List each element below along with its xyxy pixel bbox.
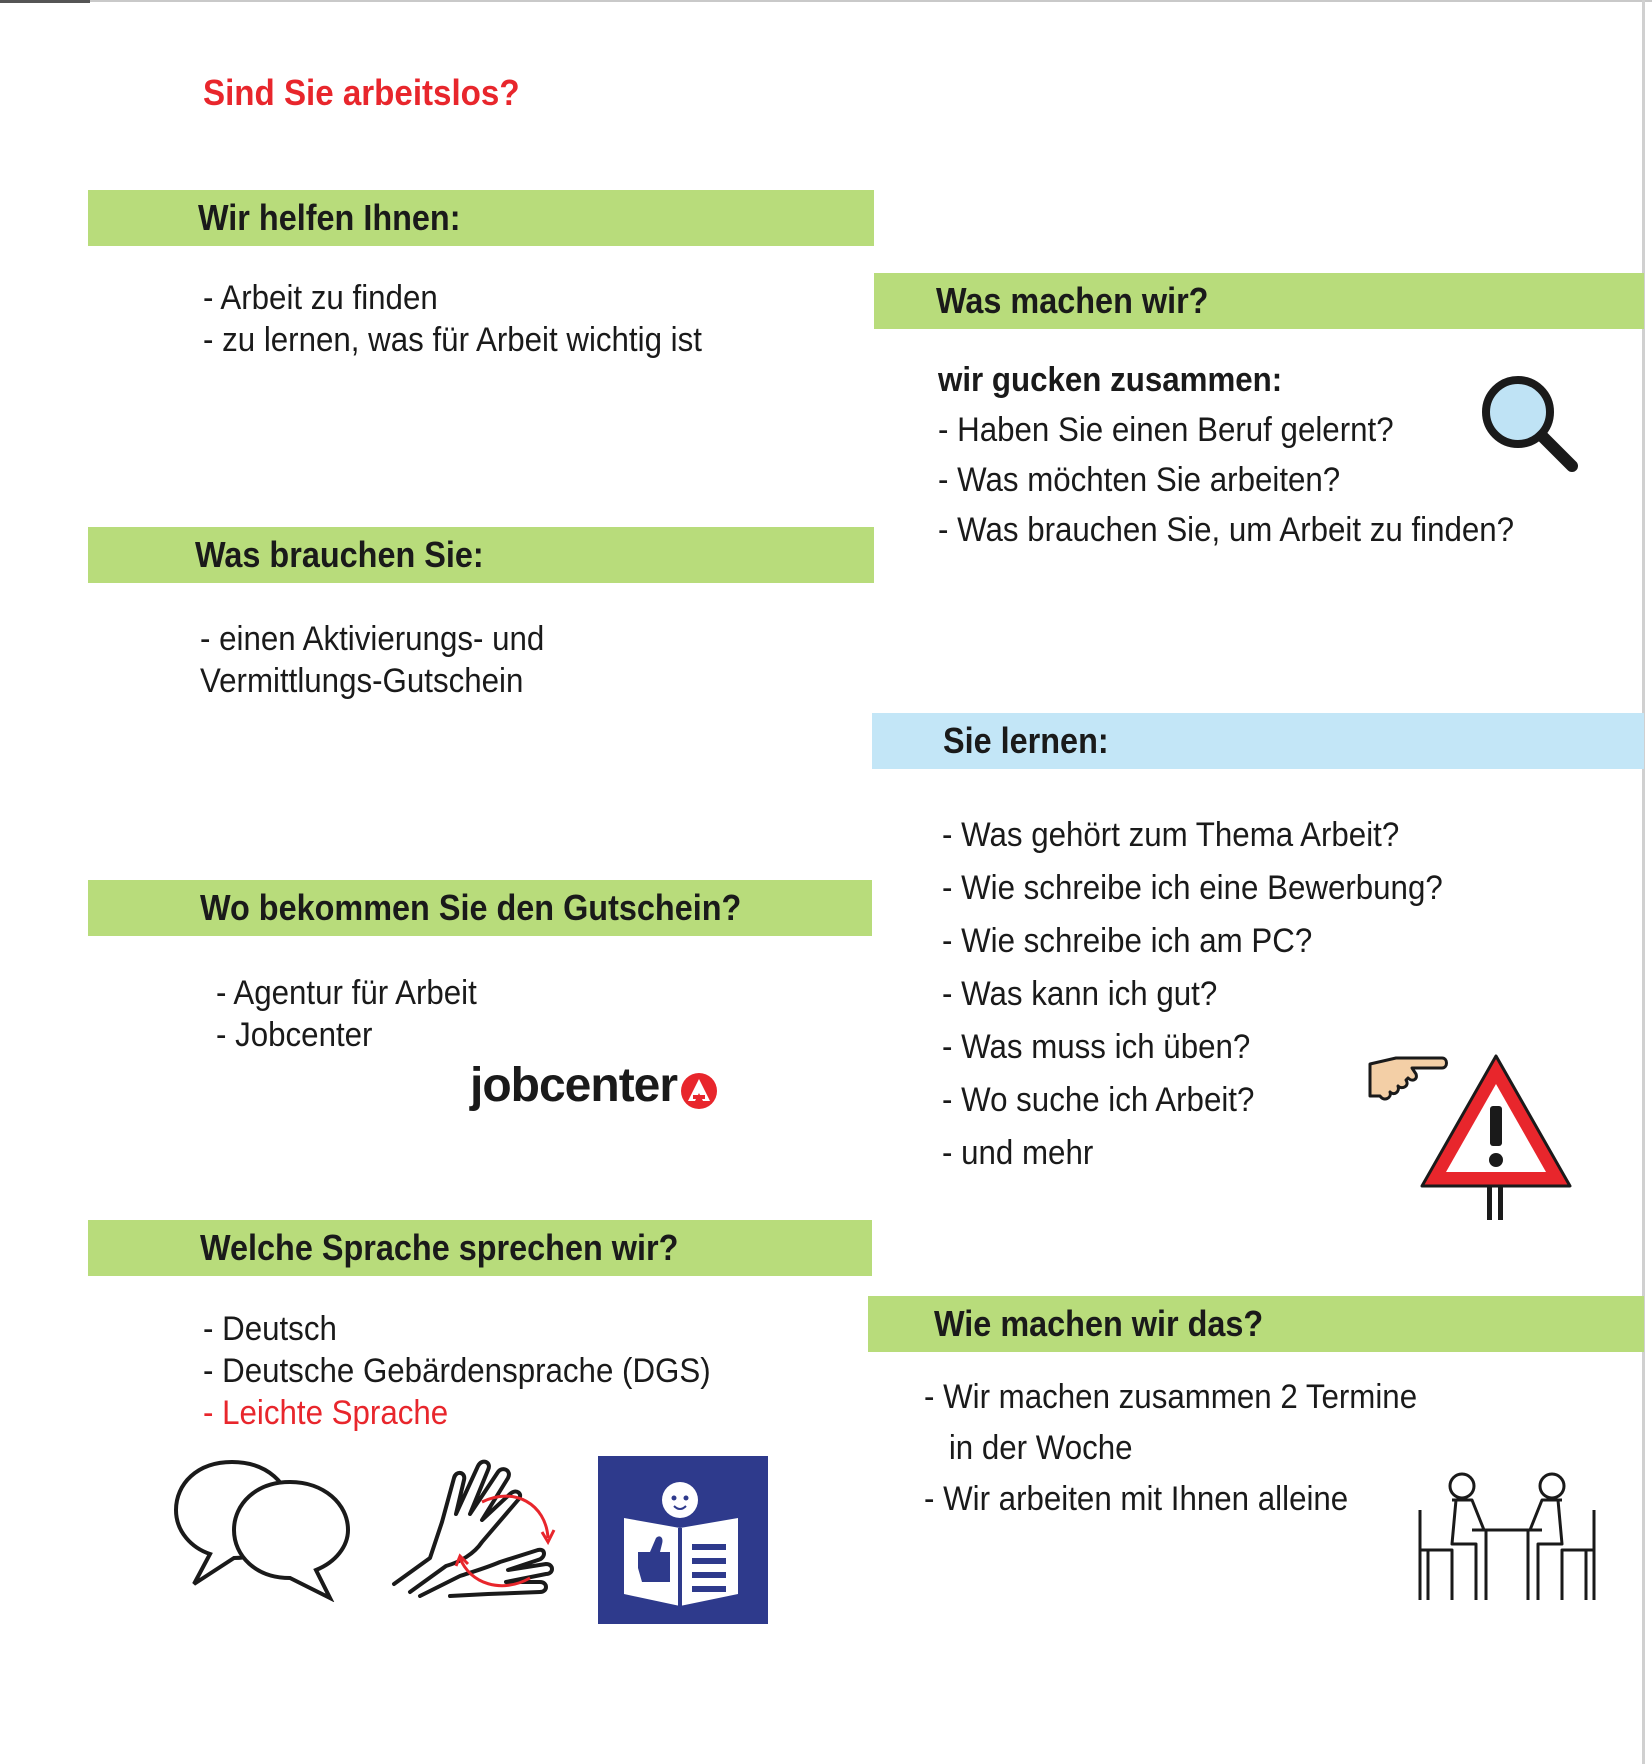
list-item: - Was möchten Sie arbeiten? xyxy=(938,461,1341,499)
how-heading-band xyxy=(868,1296,1644,1352)
language-heading-band xyxy=(88,1220,872,1276)
jobcenter-logo-icon xyxy=(679,1071,719,1111)
what-heading-band xyxy=(874,273,1644,329)
list-item: - zu lernen, was für Arbeit wichtig ist xyxy=(203,321,702,359)
voucher-heading: Wo bekommen Sie den Gutschein? xyxy=(200,887,742,928)
how-line: - Wir machen zusammen 2 Termine xyxy=(924,1378,1418,1416)
list-item: - Haben Sie einen Beruf gelernt? xyxy=(938,411,1394,449)
learn-heading-band xyxy=(872,713,1644,769)
voucher-list xyxy=(216,972,500,1056)
needs-heading: Was brauchen Sie: xyxy=(195,534,484,575)
jobcenter-logo xyxy=(470,1058,719,1113)
list-item: - Was kann ich gut? xyxy=(942,975,1218,1013)
list-item: - Was brauchen Sie, um Arbeit zu finden? xyxy=(938,511,1515,549)
list-item: - Was muss ich üben? xyxy=(942,1028,1251,1066)
list-item: - Wie schreibe ich am PC? xyxy=(942,922,1313,960)
page-top-edge xyxy=(0,0,1652,2)
page-title: Sind Sie arbeitslos? xyxy=(203,72,520,113)
magnifier-icon xyxy=(1476,370,1580,474)
list-item: - und mehr xyxy=(942,1134,1094,1172)
speech-bubbles-icon xyxy=(172,1452,352,1602)
how-text xyxy=(924,1372,1460,1525)
jobcenter-logo-text: jobcenter xyxy=(470,1059,678,1112)
list-item: - Wie schreibe ich eine Bewerbung? xyxy=(942,869,1443,907)
help-list xyxy=(203,277,745,361)
how-heading: Wie machen wir das? xyxy=(934,1303,1264,1344)
list-item: - Was gehört zum Thema Arbeit? xyxy=(942,816,1400,854)
needs-line: - einen Aktivierungs- und xyxy=(200,620,545,658)
what-list xyxy=(938,355,1564,555)
needs-heading-band xyxy=(88,527,874,583)
list-item: - Wo suche ich Arbeit? xyxy=(942,1081,1255,1119)
what-subheading: wir gucken zusammen: xyxy=(938,361,1283,399)
list-item: - Deutsch xyxy=(203,1310,337,1348)
needs-text xyxy=(200,618,574,702)
needs-line: Vermittlungs-Gutschein xyxy=(200,662,524,700)
list-item: - Jobcenter xyxy=(216,1016,373,1054)
list-item: - Arbeit zu finden xyxy=(203,279,438,317)
list-item: - Leichte Sprache xyxy=(203,1394,449,1432)
what-heading: Was machen wir? xyxy=(936,280,1209,321)
easy-language-icon xyxy=(598,1456,768,1624)
meeting-table-icon xyxy=(1414,1470,1600,1606)
page-top-edge-mark xyxy=(0,0,90,3)
help-heading-band xyxy=(88,190,874,246)
help-heading: Wir helfen Ihnen: xyxy=(198,197,461,238)
how-line: - Wir arbeiten mit Ihnen alleine xyxy=(924,1480,1349,1518)
learn-heading: Sie lernen: xyxy=(943,720,1109,761)
warning-sign-icon xyxy=(1416,1050,1576,1222)
page-right-edge xyxy=(1642,0,1645,1764)
sign-language-hands-icon xyxy=(390,1458,560,1598)
voucher-heading-band xyxy=(88,880,872,936)
language-heading: Welche Sprache sprechen wir? xyxy=(200,1227,679,1268)
how-line: in der Woche xyxy=(948,1429,1133,1467)
list-item: - Agentur für Arbeit xyxy=(216,974,477,1012)
language-list xyxy=(203,1308,755,1434)
list-item: - Deutsche Gebärdensprache (DGS) xyxy=(203,1352,711,1390)
learn-list xyxy=(942,809,1486,1180)
